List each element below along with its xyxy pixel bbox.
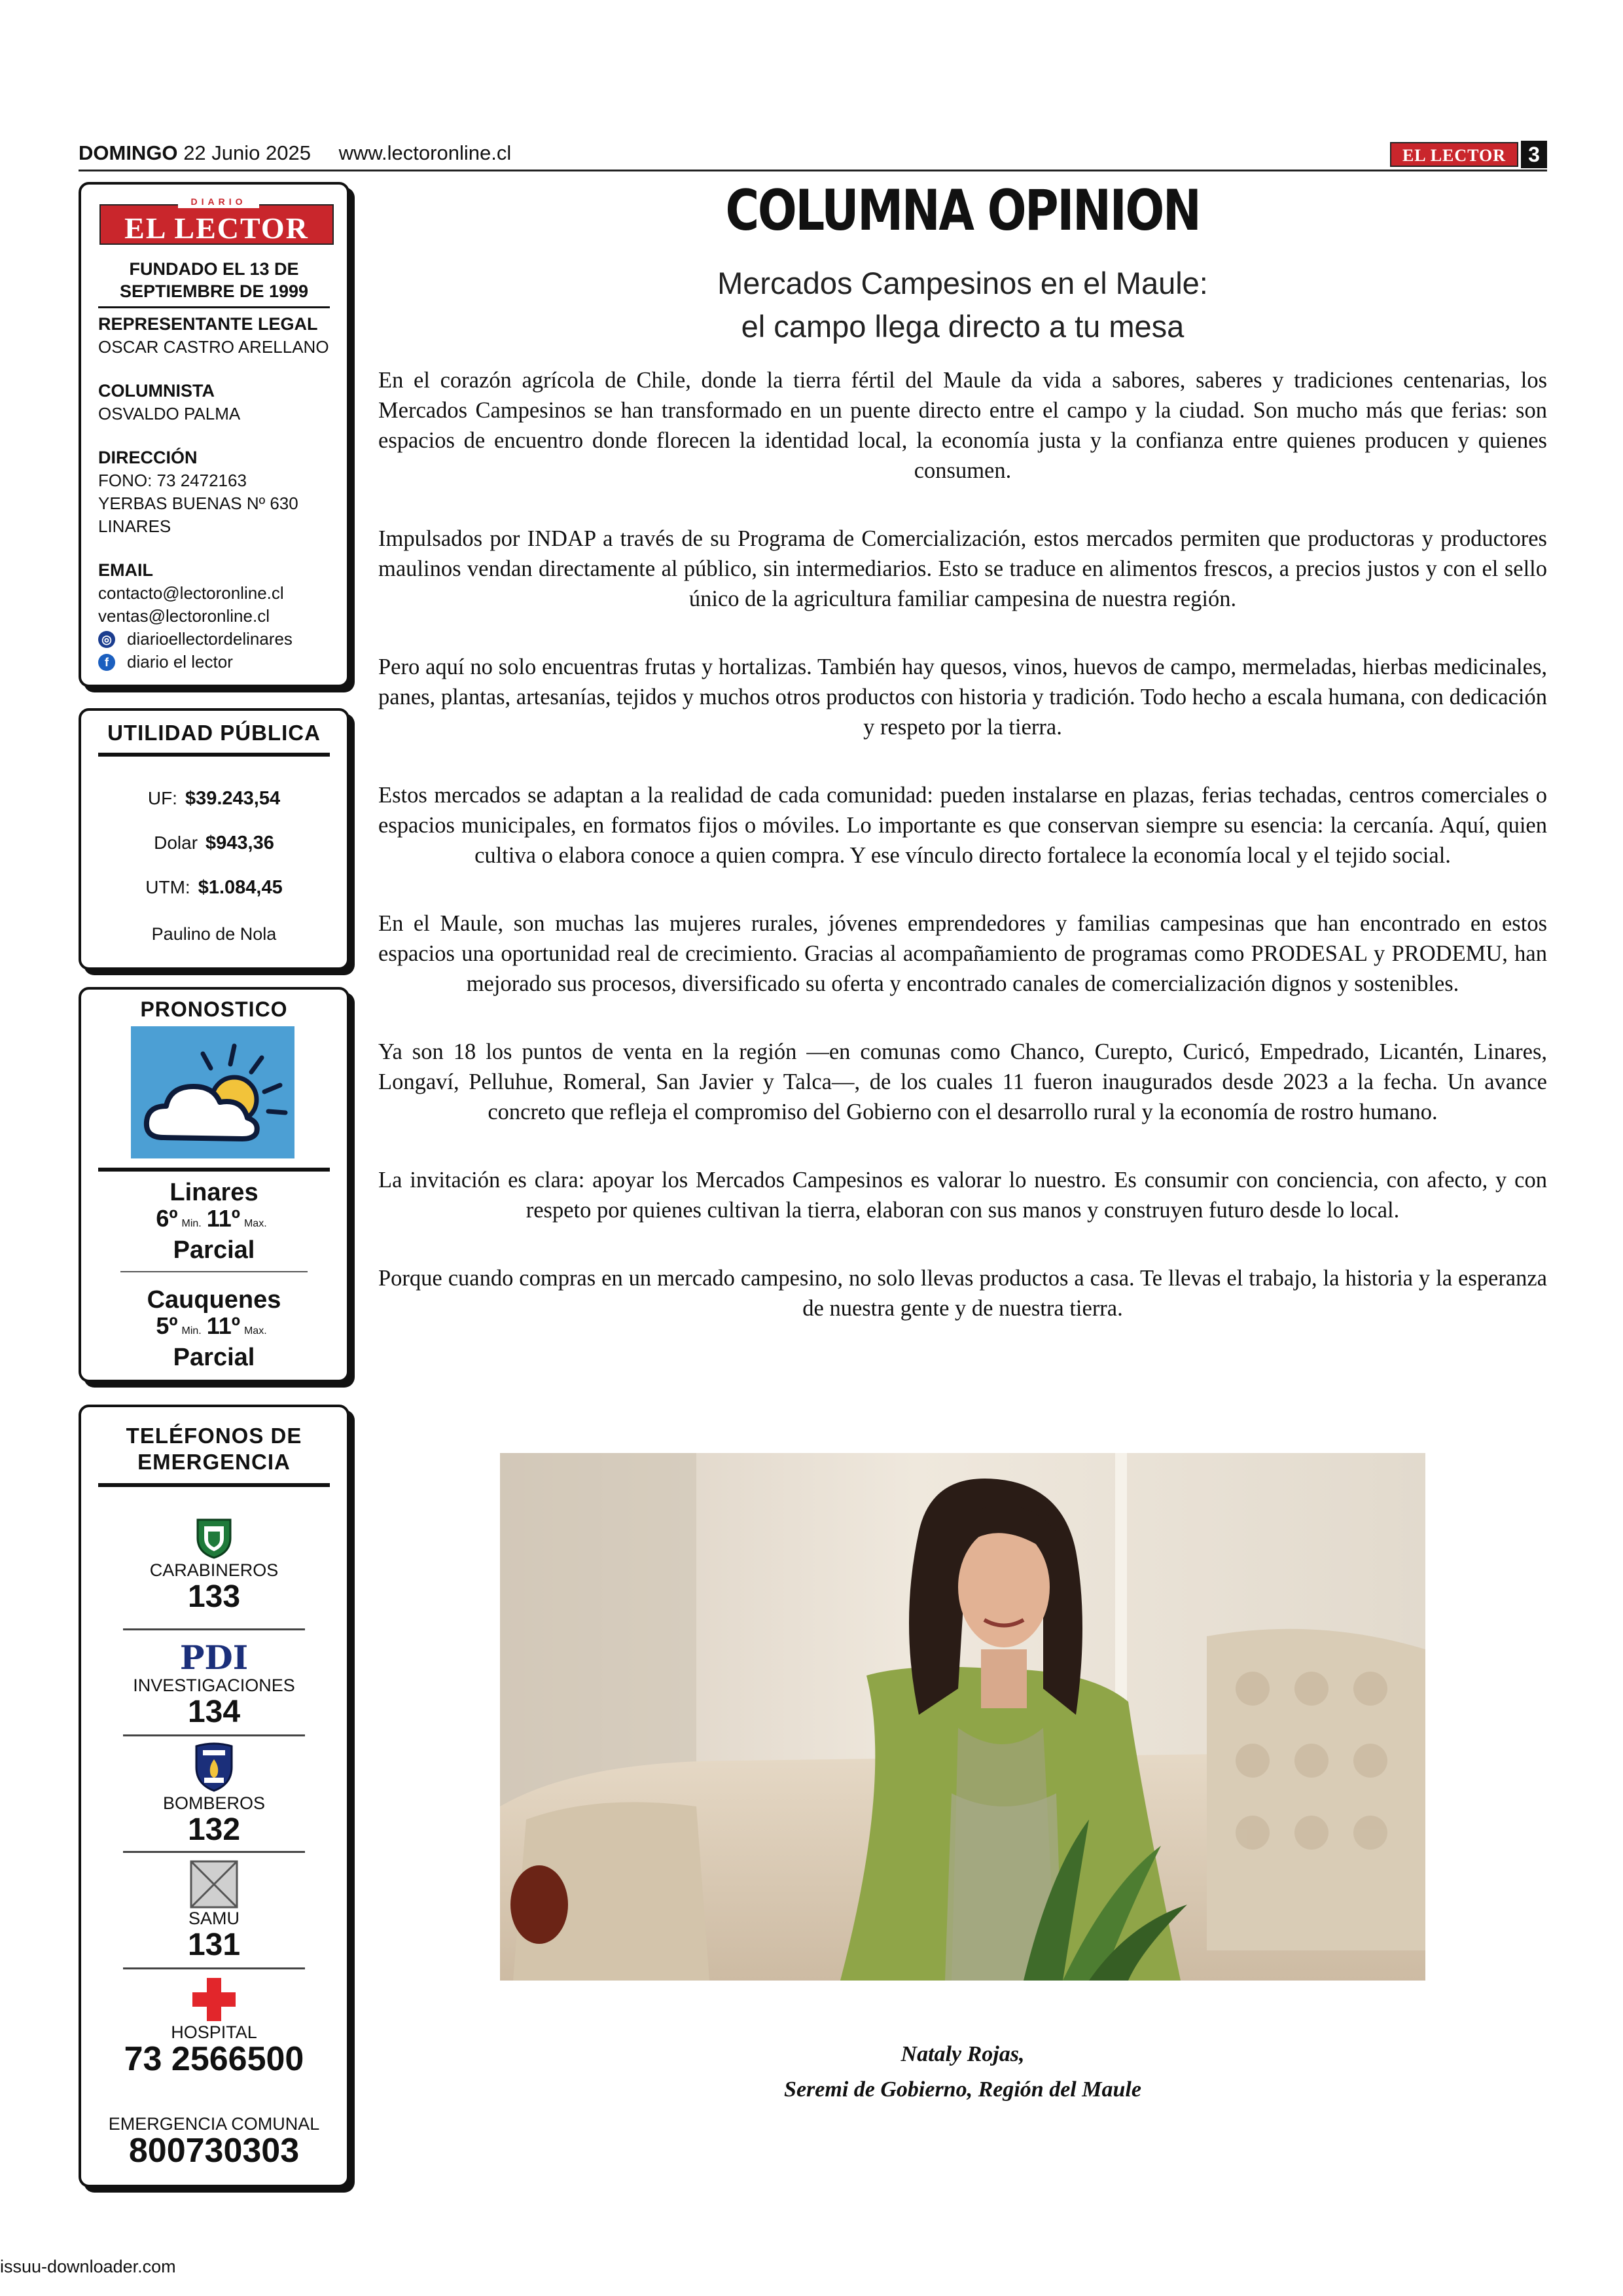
instagram-icon: ◎ — [98, 631, 115, 648]
address-label: DIRECCIÓN — [98, 448, 198, 467]
emergencia-title-line1: TELÉFONOS DE — [126, 1424, 302, 1448]
pronostico-title: PRONOSTICO — [140, 997, 288, 1021]
address-street: YERBAS BUENAS Nº 630 — [98, 493, 298, 513]
subtitle-line2: el campo llega directo a tu mesa — [741, 309, 1185, 344]
temp-min-label: Min. — [181, 1325, 202, 1336]
temp-max-label: Max. — [243, 1325, 267, 1336]
founded-info — [81, 258, 347, 302]
subtitle-line1: Mercados Campesinos en el Maule: — [717, 266, 1208, 300]
source-watermark: issuu-downloader.com — [0, 2257, 176, 2276]
city-condition: Parcial — [173, 1236, 255, 1264]
email-label: EMAIL — [98, 560, 153, 580]
divider — [123, 1967, 305, 1969]
header-brand — [1390, 140, 1547, 169]
columnist-name: OSVALDO PALMA — [98, 404, 241, 423]
divider — [123, 1851, 305, 1853]
article-paragraph: Porque cuando compras en un mercado campesino, no solo llevas productos a casa. Te llevas el trabajo, la historia y la esperanza de nuestra gente y de nuestra tierra. — [378, 1266, 1547, 1321]
dolar-row — [81, 833, 347, 854]
city-name: Cauquenes — [147, 1286, 281, 1314]
author-name: Nataly Rojas, — [901, 2042, 1025, 2066]
masthead-logo-text: EL LECTOR — [124, 211, 309, 245]
page-number: 3 — [1521, 141, 1547, 168]
partly-cloudy-icon — [131, 1026, 294, 1158]
uf-value: $39.243,54 — [185, 788, 281, 809]
founded-line2: SEPTIEMBRE DE 1999 — [119, 281, 309, 301]
header-day: DOMINGO — [79, 141, 178, 164]
carabineros-shield-icon — [191, 1515, 237, 1560]
samu-placeholder-icon — [190, 1860, 238, 1909]
article-body — [378, 365, 1547, 1361]
city-temps — [81, 1206, 347, 1237]
emergency-number[interactable]: 131 — [187, 1928, 241, 1962]
email-section — [98, 559, 334, 673]
emergency-hospital — [81, 1977, 347, 2076]
columnist-label: COLUMNISTA — [98, 381, 215, 401]
temp-max: 11º — [206, 1312, 240, 1339]
emergency-number[interactable]: 134 — [187, 1695, 241, 1729]
temp-max: 11º — [206, 1205, 240, 1232]
emergency-samu — [81, 1860, 347, 1962]
utilidad-title: UTILIDAD PÚBLICA — [107, 721, 321, 745]
dolar-label: Dolar — [154, 833, 198, 853]
divider — [123, 1734, 305, 1736]
divider — [123, 1628, 305, 1630]
emergency-label: CARABINEROS — [149, 1560, 279, 1580]
legal-rep-label: REPRESENTANTE LEGAL — [98, 314, 318, 334]
emergency-comunal — [81, 2114, 347, 2168]
temp-min: 5º — [156, 1312, 178, 1339]
uf-label: UF: — [147, 788, 177, 808]
emergency-pdi — [81, 1640, 347, 1729]
divider — [98, 1168, 330, 1172]
facebook-handle: diario el lector — [127, 652, 233, 672]
article-subtitle — [378, 262, 1547, 348]
header-logo-text: EL LECTOR — [1402, 146, 1507, 165]
article-paragraph: Ya son 18 los puntos de venta en la región —en comunas como Chanco, Curepto, Curicó, Empedrado, Licantén, Linares, Longaví, Pelluhue, Romeral, San Javier y Talca—, de los cuales 11 fueron inaugurados desde 2023 a la fecha. Un avance concreto que refleja el compromiso del Gobierno con el desarrollo rural y la economía de rostro humano. — [378, 1039, 1547, 1124]
page-header — [79, 140, 1547, 171]
temp-min: 6º — [156, 1205, 178, 1232]
article-paragraph: La invitación es clara: apoyar los Mercados Campesinos es valorar lo nuestro. Es consumir con conciencia, con afecto, y con respeto por quienes cultivan la tierra, elaboran con sus manos y construyen futuro desde lo local. — [378, 1168, 1547, 1223]
divider — [98, 306, 330, 308]
article-paragraph: En el corazón agrícola de Chile, donde la tierra fértil del Maule da vida a sabores, saberes y tradiciones centenarias, los Mercados Campesinos se han transformado en un puente directo entre el campo y la ciudad. Son mucho más que ferias: son espacios de encuentro donde florecen la identidad local, la economía justa y la confianza entre quienes producen y quienes consumen. — [378, 368, 1547, 483]
bomberos-shield-icon — [191, 1741, 237, 1793]
forecast-linares — [81, 1179, 347, 1263]
utm-row — [81, 877, 347, 899]
red-cross-icon — [191, 1977, 237, 2022]
emergency-number[interactable]: 73 2566500 — [124, 2040, 304, 2078]
pronostico-box — [79, 987, 349, 1382]
divider — [98, 1483, 330, 1487]
pdi-logo-icon: PDI — [179, 1638, 249, 1677]
divider — [98, 753, 330, 757]
divider — [120, 1271, 308, 1272]
utm-label: UTM: — [145, 877, 190, 897]
emergency-carabineros — [81, 1515, 347, 1614]
masthead-logo — [99, 196, 334, 245]
facebook-icon: f — [98, 654, 115, 671]
header-date: 22 Junio 2025 — [183, 141, 311, 164]
header-website-link[interactable]: www.lectoronline.cl — [338, 141, 512, 164]
header-dateline — [79, 141, 511, 165]
saint-of-day: Paulino de Nola — [151, 924, 277, 944]
author-photo — [500, 1453, 1425, 1981]
city-name: Linares — [169, 1179, 259, 1206]
instagram-link[interactable] — [98, 628, 334, 651]
emergencia-box — [79, 1405, 349, 2187]
emergency-number[interactable]: 133 — [187, 1579, 241, 1614]
emergency-number[interactable]: 800730303 — [128, 2132, 300, 2170]
section-title: COLUMNA OPINION — [725, 178, 1200, 243]
address-phone: FONO: 73 2472163 — [98, 471, 247, 490]
temp-max-label: Max. — [243, 1218, 267, 1229]
city-temps — [81, 1313, 347, 1344]
emergencia-title — [81, 1423, 347, 1475]
emergency-label: EMERGENCIA COMUNAL — [108, 2114, 320, 2134]
emergency-label: BOMBEROS — [162, 1793, 266, 1813]
columnist-section — [98, 380, 334, 425]
legal-rep-name: OSCAR CASTRO ARELLANO — [98, 337, 329, 357]
emergency-label: SAMU — [188, 1909, 240, 1928]
email-ventas-link[interactable]: ventas@lectoronline.cl — [98, 606, 270, 626]
article-paragraph: En el Maule, son muchas las mujeres rurales, jóvenes emprendedores y familias campesinas que han encontrado en estos espacios una oportunidad real de crecimiento. Gracias al acompañamiento de programas como PRODESAL y PRODEMU, han mejorado sus procesos, diversificado su oferta y encontrado canales de comercialización dignos y sostenibles. — [378, 911, 1547, 996]
address-section — [98, 446, 334, 538]
utm-value: $1.084,45 — [198, 877, 283, 898]
emergencia-title-line2: EMERGENCIA — [137, 1450, 291, 1474]
article-paragraph: Estos mercados se adaptan a la realidad de cada comunidad: pueden instalarse en plazas, ferias techadas, centros comerciales o espacios municipales, en formatos fijos o móviles. Lo importante es que conservan siempre su esencia: la cercanía. Aquí, quien cultiva o elabora conoce a quien compra. Y ese vínculo directo fortalece la economía local y el tejido social. — [378, 783, 1547, 868]
masthead-box — [79, 182, 349, 687]
uf-row — [81, 788, 347, 810]
instagram-handle: diarioellectordelinares — [127, 629, 293, 649]
founded-line1: FUNDADO EL 13 DE — [129, 259, 299, 279]
emergency-label: HOSPITAL — [171, 2022, 257, 2042]
author-title: Seremi de Gobierno, Región del Maule — [784, 2077, 1141, 2102]
dolar-value: $943,36 — [205, 833, 274, 853]
city-condition: Parcial — [173, 1344, 255, 1371]
utilidad-box — [79, 708, 349, 970]
address-city: LINARES — [98, 516, 171, 536]
article-paragraph: Impulsados por INDAP a través de su Programa de Comercialización, estos mercados permiten que productoras y productores maulinos vendan directamente al público, sin intermediarios. Esto se traduce en alimentos frescos, a precios justos y con el sello único de la agricultura familiar campesina de nuestra región. — [378, 526, 1547, 611]
forecast-cauquenes — [81, 1287, 347, 1371]
email-contacto-link[interactable]: contacto@lectoronline.cl — [98, 583, 284, 603]
legal-rep-section — [98, 313, 334, 359]
author-caption — [378, 2037, 1547, 2108]
emergency-number[interactable]: 132 — [187, 1812, 241, 1847]
temp-min-label: Min. — [181, 1218, 202, 1229]
emergency-bomberos — [81, 1741, 347, 1847]
emergency-label: INVESTIGACIONES — [133, 1676, 295, 1695]
facebook-link[interactable] — [98, 651, 334, 673]
header-logo — [1390, 142, 1518, 167]
masthead-logo-top: DIARIO — [178, 195, 259, 208]
article-paragraph: Pero aquí no solo encuentras frutas y hortalizas. También hay quesos, vinos, huevos de campo, mermeladas, hierbas medicinales, panes, plantas, artesanías, tejidos y muchos otros productos con historia y tradición. Todo hecho a escala humana, con dedicación y respeto por la tierra. — [378, 655, 1547, 740]
